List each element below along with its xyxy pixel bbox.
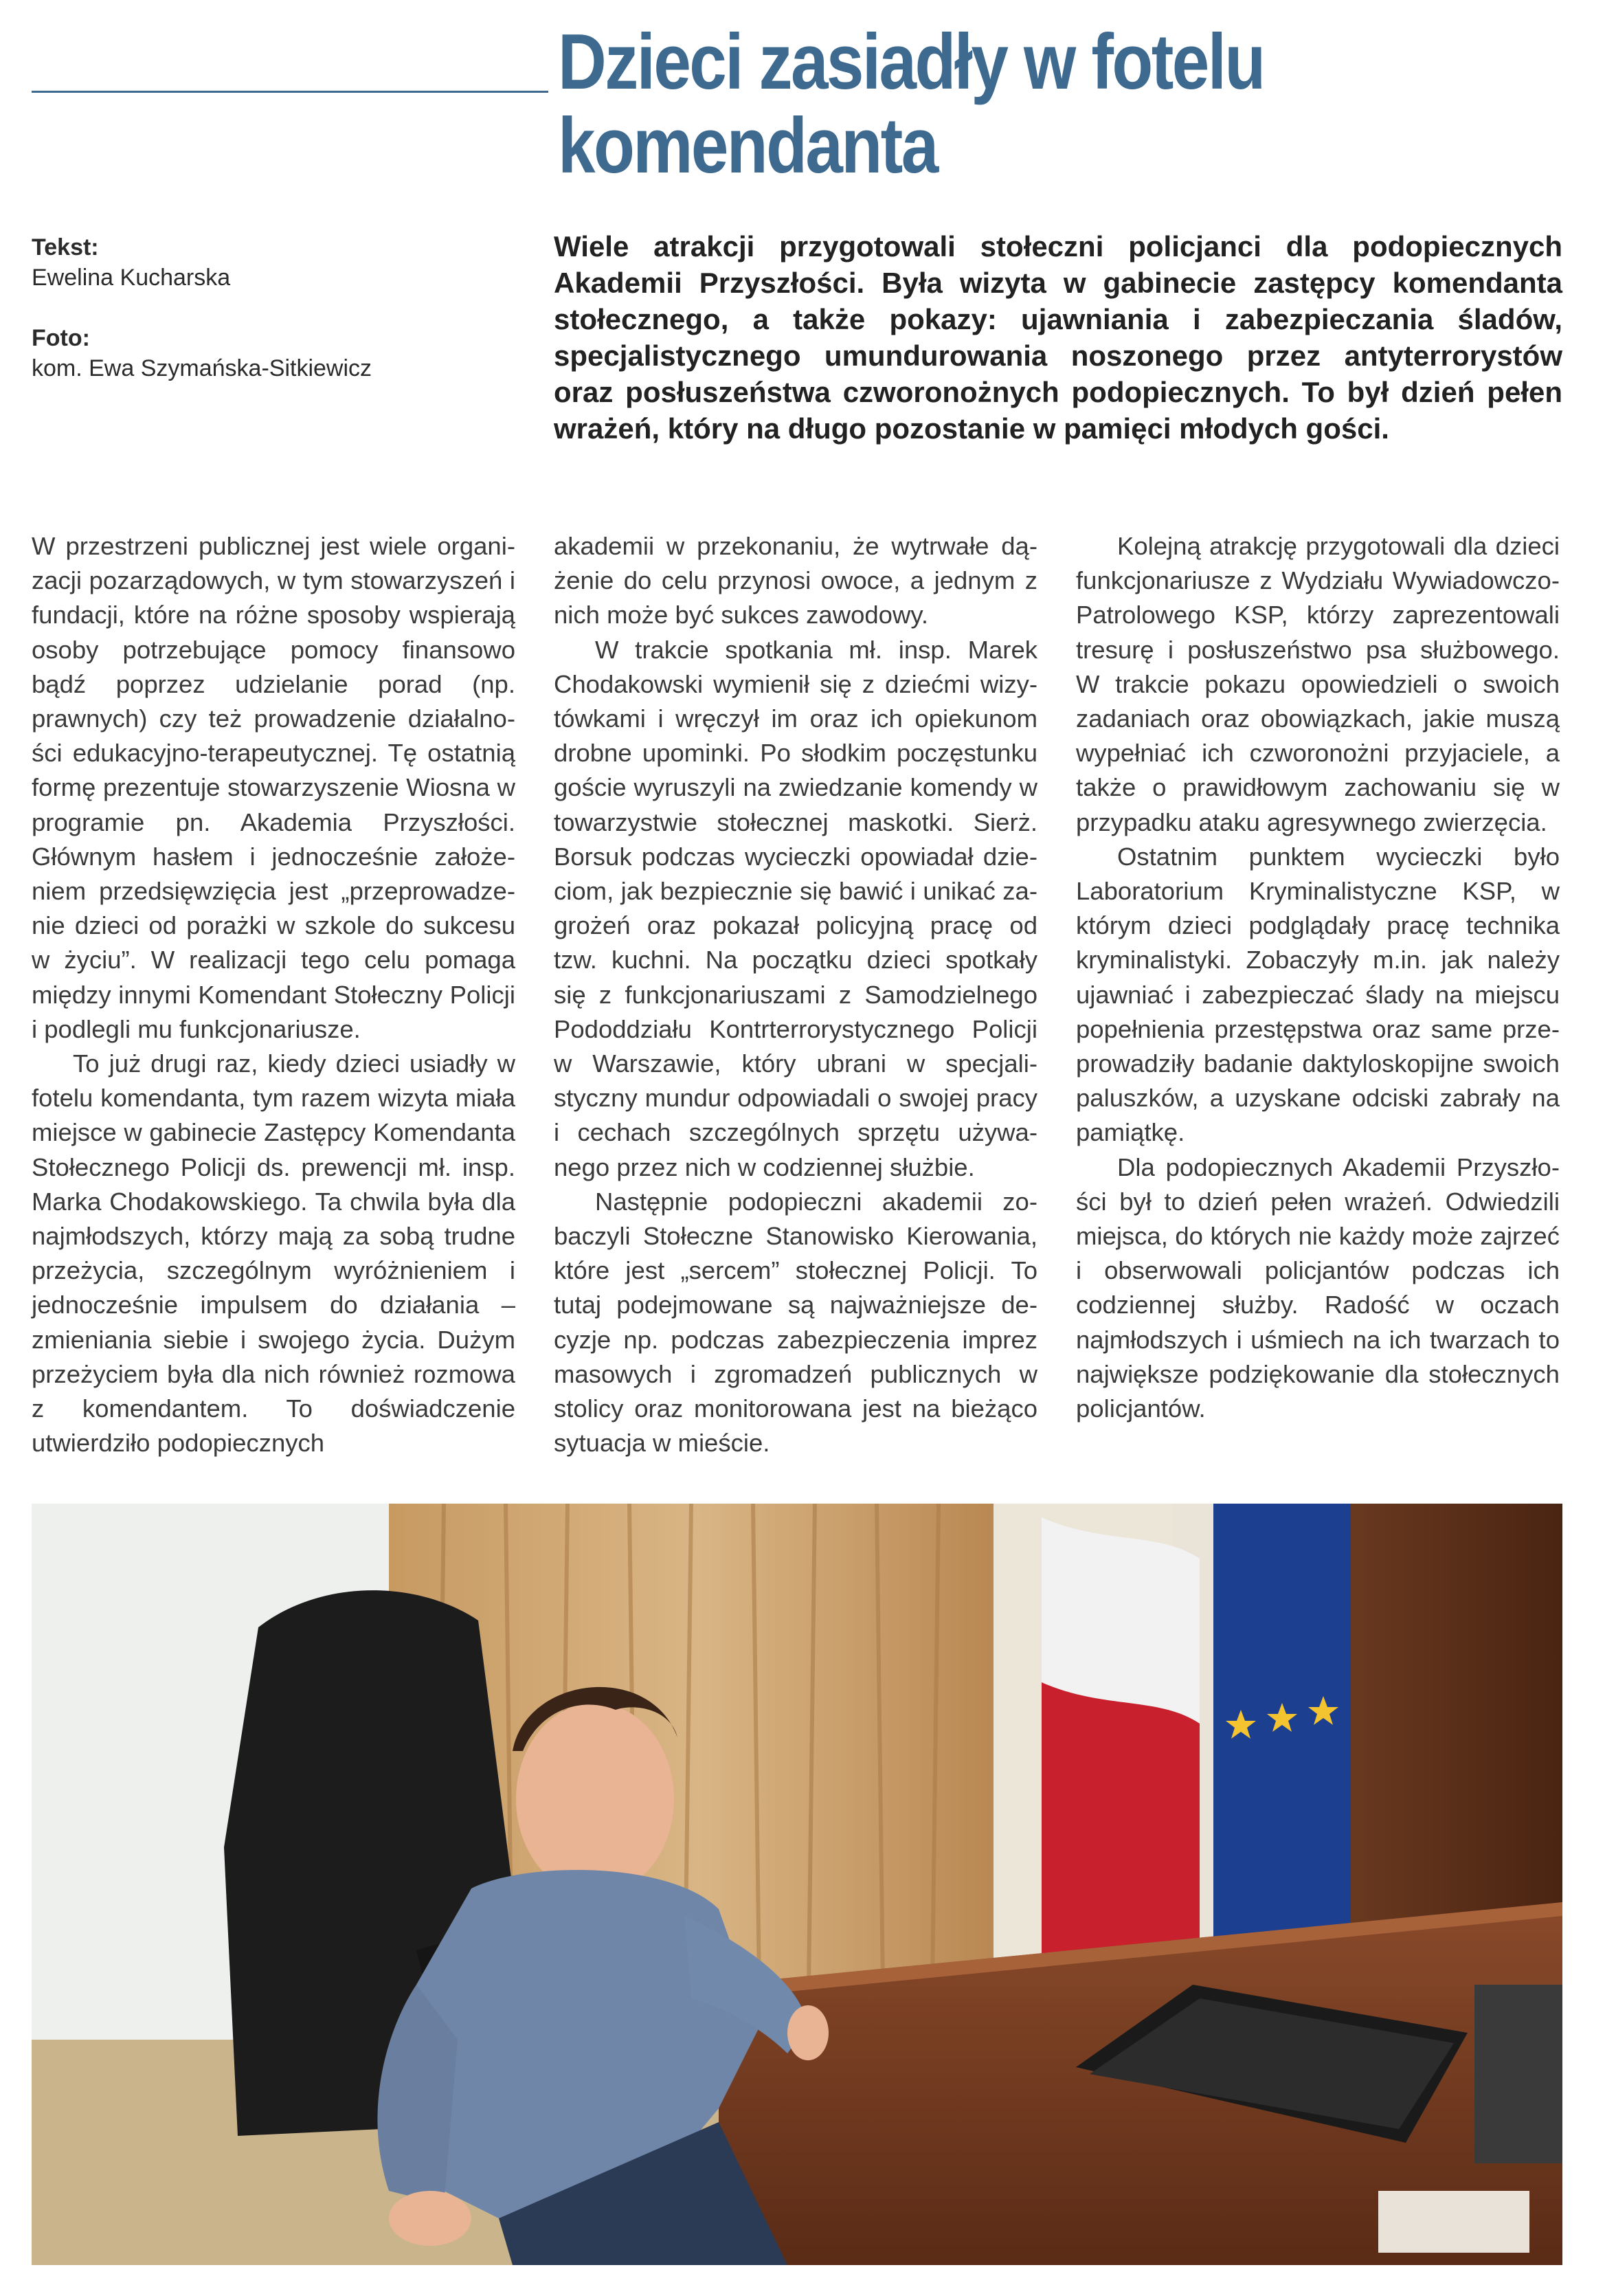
paragraph: W przestrzeni publicznej jest wiele organizacji pozarządowych, w tym stowarzyszeń i fundacji, które na różne sposoby wspierają osoby potrzebujące pomocy finansowo bądź poprzez udzielanie porad (np. prawnych) czy też prowadzenie działalności edukacyjno-terapeutycznej. Tę ostatnią formę prezentuje stowarzyszenie Wiosna w programie pn. Akademia Przyszłości. Głównym hasłem i jednocześnie założeniem przedsięwzięcia jest „przeprowadzenie dzieci od porażki w szkole do sukcesu w życiu”. W realizacji tego celu pomaga między innymi Komendant Stołeczny Policji i podlegli mu funkcjonariusze. — [32, 532, 515, 1043]
body-column-3 — [1076, 529, 1560, 1426]
title-line-1: Dzieci zasiadły w fotelu — [558, 19, 1264, 106]
paragraph: Następnie podopieczni akademii zobaczyli Stołeczne Stanowisko Kierowania, które jest „sercem” stołecznej Policji. To tutaj podejmowane są najważniejsze decyzje np. podczas zabezpieczenia imprez masowych i zgromadzeń publicznych w stolicy oraz monitorowana jest na bieżąco sytuacja w mieście. — [554, 1187, 1037, 1458]
paragraph: To już drugi raz, kiedy dzieci usiadły w fotelu komendanta, tym razem wizyta miała miejsce w gabinecie Zastępcy Komendanta Stołecznego Policji ds. prewencji mł. insp. Marka Chodakowskiego. Ta chwila była dla najmłodszych, którzy mają za sobą trudne przeżycia, szczególnym wyróżnieniem i jednocześnie impulsem do działania – zmieniania siebie i swojego życia. Dużym przeżyciem była dla nich również rozmowa z komendantem. To doświadczenie utwierdziło podopiecznych — [32, 1049, 515, 1458]
paragraph: akademii w przekonaniu, że wytrwałe dążenie do celu przynosi owoce, a jednym z nich może być sukces zawodowy. — [554, 532, 1037, 629]
office-photo-illustration — [32, 1504, 1562, 2265]
photo-credit-author: kom. Ewa Szymańska-Sitkiewicz — [32, 355, 372, 381]
text-credit-author: Ewelina Kucharska — [32, 265, 231, 291]
paragraph: Kolejną atrakcję przygotowali dla dzieci funkcjonariusze z Wydziału Wywiadowczo-Patrolowego KSP, którzy zaprezentowali tresurę i posłuszeństwo psa służbowego. W trakcie pokazu opowiedzieli o swoich zadaniach oraz obowiązkach, jakie muszą wypełniać ich czworonożni przyjaciele, a także o prawidłowym zachowaniu się w przypadku ataku agresywnego zwierzęcia. — [1076, 532, 1560, 836]
paragraph: Ostatnim punktem wycieczki było Laboratorium Kryminalistyczne KSP, w którym dzieci podglądały pracę technika kryminalistyki. Zobaczyły m.in. jak należy ujawniać i zabezpieczać ślady na miejscu popełnienia przestępstwa oraz same przeprowadziły badanie daktyloskopijne swoich paluszków, a uzyskane odciski zabrały na pamiątkę. — [1076, 842, 1560, 1147]
credits — [32, 232, 513, 383]
paragraph: Dla podopiecznych Akademii Przyszłości był to dzień pełen wrażeń. Odwiedzili miejsca, do których nie każdy może zajrzeć i obserwowali policjantów podczas ich codziennej służby. Radość w oczach najmłodszych i uśmiech na ich twarzach to największe podziękowanie dla stołecznych policjantów. — [1076, 1152, 1560, 1423]
title-line-2: komendanta — [558, 102, 937, 190]
photo-credit-label: Foto: — [32, 325, 90, 351]
article-photo — [32, 1504, 1562, 2265]
article-body — [32, 529, 1562, 1505]
article-title — [558, 21, 1433, 188]
body-column-2 — [554, 529, 1037, 1460]
article-lead: Wiele atrakcji przygotowali stołeczni policjanci dla podopiecznych Akademii Przyszłości. Była wizyta w gabinecie zastępcy komendanta stołecznego, a także pokazy: ujawniania i zabezpieczania śladów, specjalistycznego umundurowania noszonego przez antyterrorystów oraz posłuszeństwa czworonożnych podopiecznych. To był dzień pełen wrażeń, który na długo pozostanie w pamięci młodych gości. — [554, 230, 1562, 445]
paragraph: W trakcie spotkania mł. insp. Marek Chodakowski wymienił się z dziećmi wizytówkami i wręczył im oraz ich opiekunom drobne upominki. Po słodkim poczęstunku goście wyruszyli na zwiedzanie komendy w towarzystwie stołecznej maskotki. Sierż. Borsuk podczas wycieczki opowiadał dzieciom, jak bezpiecznie się bawić i unikać zagrożeń oraz pokazał policyjną pracę od tzw. kuchni. Na początku dzieci spotkały się z funkcjonariuszami z Samodzielnego Pododdziału Kontrterrorystycznego Policji w Warszawie, który ubrani w specjalistyczny mundur odpowiadali o swojej pracy i cechach szczególnych sprzętu używanego przez nich w codziennej służbie. — [554, 635, 1037, 1181]
body-column-1 — [32, 529, 515, 1460]
header-rule — [32, 91, 548, 93]
text-credit-label: Tekst: — [32, 234, 99, 260]
